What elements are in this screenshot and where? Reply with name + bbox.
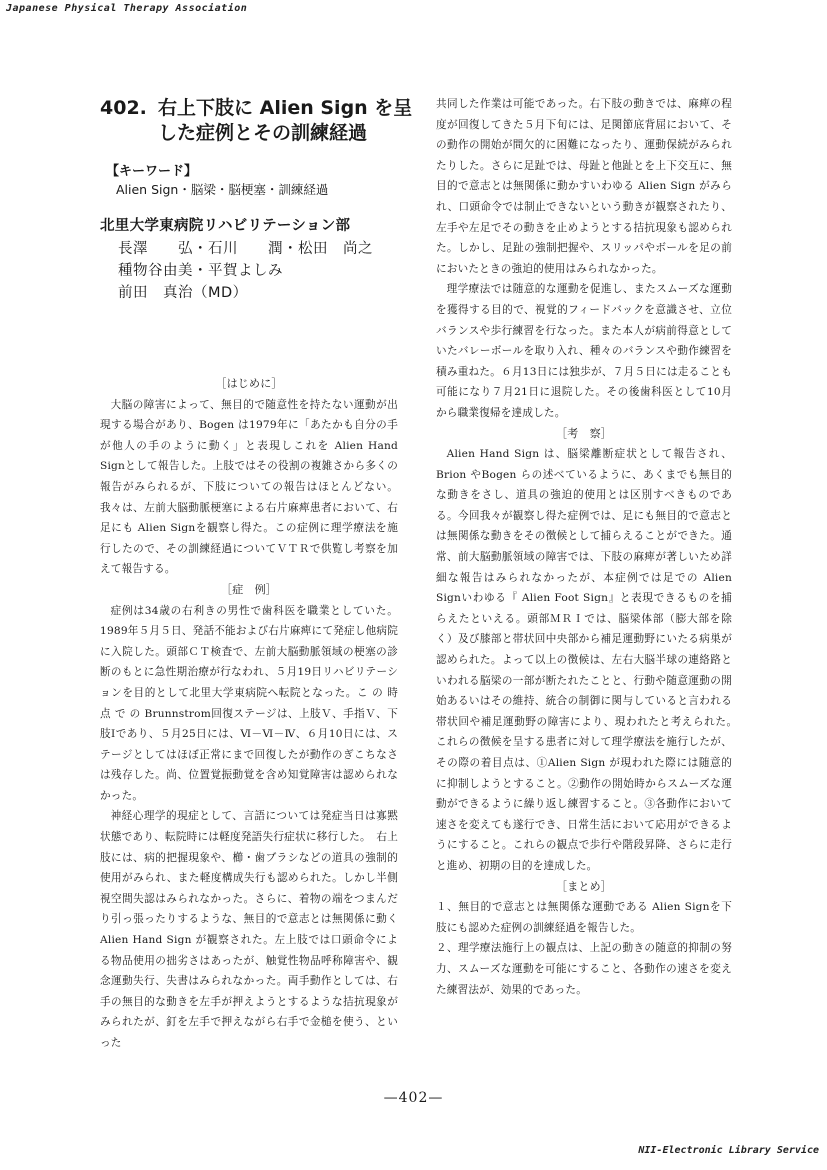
discussion-paragraph: Alien Hand Sign は、脳梁離断症状として報告され、Brion やBogen らの述べているように、あくまでも無目的な動きをさし、道具の強迫的使用とは区別すべきものである。今回我々が観察し得た症例では、足にも無目的で意志とは無関係な動きをその徴候として捕らえることができた。通常、前大脳動脈領域の障害では、下肢の麻痺が著しいため詳細な報告はみられなかったが、本症例では足での Alien Signいわゆる『 Alien Foot Sign』と表現できるものを捕らえたといえる。頭部ＭＲＩでは、脳梁体部（膨大部を除く）及び膝部と帯状回中央部から補足運動野にいたる病巣が認められた。よって以上の徴候は、左右大脳半球の連絡路といわれる脳梁の一部が断たれたことと、行動や随意運動の開始あるいはその維持、統合の制御に関与していると言われる帯状回や補足運動野の障害により、現われたと考えられた。 これらの徴候を呈する患者に対して理学療法を施行したが、その際の着目点は、①Alien Sign が現われた際には随意的に抑制しようとすること。②動作の開始時からスムーズな運動ができるように繰り返し練習すること。③各動作において速さを変えても遂行でき、日常生活において応用ができるようにすること。これらの観点で歩行や階段昇降、さらに走行と進め、初期の目的を達成した。: [436, 448, 743, 872]
abstract-number: 402.: [100, 97, 147, 119]
intro-paragraph: 大脳の障害によって、無目的で随意性を持たない運動が出現する場合があり、Bogen は1979年に「あたかも自分の手が他人の手のように動く」と表現しこれを Alien Hand Signとして報告した。上肢ではその役割の複雑さから多くの報告がみられるが、下肢についての報告はほとんどない。我々は、左前大脳動脈梗塞による右片麻痺患者において、右足にも Alien Signを観察し得た。この症例に理学療法を施行したので、その訓練経過についてＶＴＲで供覧し考察を加えて報告する。: [100, 398, 398, 576]
case-continuation: 共同した作業は可能であった。右下肢の動きでは、麻痺の程度が回復してきた５月下旬には、足関節底背屈において、その動作の開始が間欠的に困難になったり、運動保続がみられたりした。さらに足趾では、母趾と他趾とを上下交互に、無目的で意志とは無関係に動かすいわゆる Alien Sign がみられ、口頭命令では制止できないという動きが観察されたり、左手や左足でその動きを止めようとする拮抗現象も認められた。しかし、足趾の強制把握や、スリッパやボールを足の前においたときの強迫的使用はみられなかった。: [436, 98, 732, 275]
nii-footer: NII-Electronic Library Service: [638, 1145, 819, 1156]
section-heading-summary: ［まとめ］: [556, 879, 612, 893]
title-line-1: 右上下肢に Alien Sign を呈: [158, 97, 413, 119]
keywords-text: Alien Sign・脳梁・脳梗塞・訓練経過: [116, 182, 329, 197]
paper-title: [100, 96, 430, 146]
case-paragraph: 症例は34歳の右利きの男性で歯科医を職業としていた。1989年５月５日、発話不能および右片麻痺にて発症し他病院に入院した。頭部ＣＴ検査で、左前大脳動脈領域の梗塞の診断のもとに急性期治療が行なわれ、５月19日リハビリテーションを目的として北里大学東病院へ転院となった。こ の 時 点 で の Brunnstrom回復ステージは、上肢Ｖ、手指Ｖ、下肢Ⅰであり、５月25日には、Ⅵ－Ⅵ－Ⅳ、６月10日には、ステージとしてはほぼ正常にまで回復したが動作のぎこちなさは残存した。尚、位置覚振動覚を含め知覚障害は認められなかった。: [100, 604, 398, 802]
summary-item: １、無目的で意志とは無関係な運動である Alien Signを下肢にも認めた症例の訓練経過を報告した。: [436, 901, 732, 934]
left-column: [100, 374, 398, 1054]
author-line: 前田 真治（MD）: [118, 285, 248, 301]
section-heading-discussion: ［考 察］: [556, 426, 612, 440]
author-line: 長澤 弘・石川 潤・松田 尚之: [118, 241, 373, 257]
case-paragraph: 神経心理学的現症として、言語については発症当日は寡黙状態であり、転院時には軽度発語失行症状に移行した。 右上肢には、病的把握現象や、櫛・歯ブラシなどの道具の強制的使用がみられ、また軽度構成失行も認められた。しかし半側視空間失認はみられなかった。さらに、着物の端をつまんだり引っ張ったりするような、無目的で意志とは無関係に動くAlien Hand Sign が観察された。左上肢では口頭命令による物品使用の拙劣さはあったが、触覚性物品呼称障害や、観念運動失行、失書はみられなかった。両手動作としては、右手の無目的な動きを左手が押えようとするような拮抗現象がみられたが、釘を左手で押えながら右手で金槌を使う、といった: [100, 810, 398, 1049]
keywords-heading: 【キーワード】: [106, 164, 198, 179]
section-heading-case: ［症 例］: [221, 582, 277, 596]
author-line: 種物谷由美・平賀よしみ: [118, 263, 283, 279]
affiliation: 北里大学東病院リハビリテーション部: [100, 218, 351, 234]
association-header: Japanese Physical Therapy Association: [6, 3, 248, 14]
author-list: [118, 238, 373, 304]
summary-item: ２、理学療法施行上の観点は、上記の動きの随意的抑制の努力、スムーズな運動を可能にすること、各動作の速さを変えた練習法が、効果的であった。: [436, 942, 732, 996]
right-column: [436, 94, 743, 1000]
page-number: —402—: [383, 1090, 444, 1106]
pt-paragraph: 理学療法では随意的な運動を促進し、またスムーズな運動を獲得する目的で、視覚的フィードバックを意識させ、立位バランスや歩行練習を行なった。また本人が病前得意としていたバレーボールを取り入れ、種々のバランスや動作練習を積み重ねた。６月13日には独歩が、７月５日には走ることも可能になり７月21日に退院した。その後歯科医として10月から職業復帰を達成した。: [436, 283, 732, 419]
title-line-2: した症例とその訓練経過: [158, 122, 368, 144]
section-heading-intro: ［はじめに］: [215, 377, 283, 390]
